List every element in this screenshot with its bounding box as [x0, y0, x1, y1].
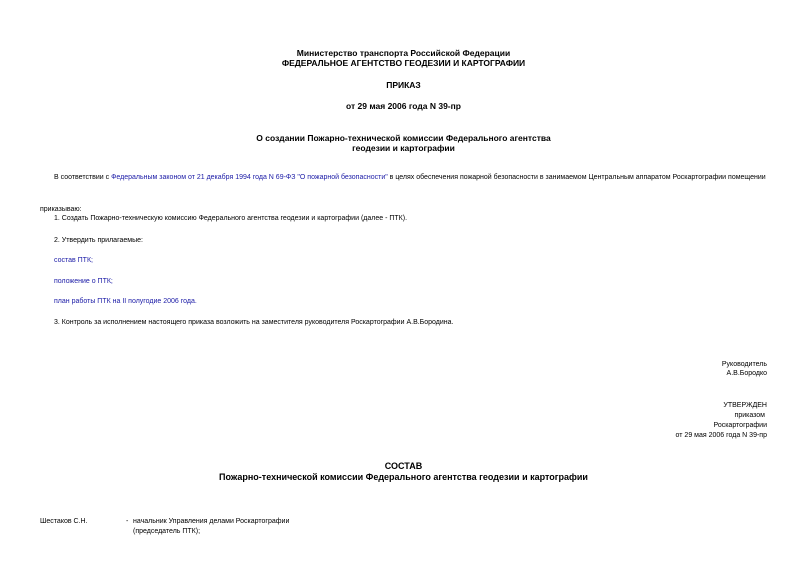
doc-type: ПРИКАЗ — [386, 80, 421, 90]
item-3: 3. Контроль за исполнением настоящего приказа возложить на заместителя руководителя Роскартографии А.В.Бородина. — [54, 319, 454, 326]
preamble-text-1: В соответствии с — [54, 174, 112, 181]
approval-line2: приказом — [734, 412, 765, 419]
item-1: 1. Создать Пожарно-техническую комиссию Федерального агентства геодезии и картографии (далее - ПТК). — [54, 215, 408, 222]
order-word: приказываю: — [40, 206, 82, 213]
federal-law-link[interactable]: Федеральным законом от 21 декабря 1994 года N 69-ФЗ "О пожарной безопасности" — [111, 174, 388, 181]
preamble-text-2: в целях обеспечения пожарной безопасности в занимаемом Центральным аппаратом Роскартографии помещении — [387, 174, 766, 181]
work-plan-link[interactable]: план работы ПТК на II полугодие 2006 года. — [54, 298, 197, 305]
preamble-paragraph — [40, 173, 768, 182]
member-position-line1: начальник Управления делами Роскартографии — [133, 518, 290, 525]
member-name: Шестаков С.Н. — [40, 518, 88, 525]
regulation-link[interactable]: положение о ПТК; — [54, 278, 113, 285]
signature-name: А.В.Бородко — [726, 370, 767, 377]
doc-date: от 29 мая 2006 года N 39-пр — [346, 101, 461, 111]
doc-title-line2: геодезии и картографии — [352, 143, 455, 153]
composition-link[interactable]: состав ПТК; — [54, 257, 93, 264]
agency-name: ФЕДЕРАЛЬНОЕ АГЕНТСТВО ГЕОДЕЗИИ И КАРТОГРАФИИ — [281, 58, 526, 68]
member-dash: - — [126, 518, 129, 525]
item-2: 2. Утвердить прилагаемые: — [54, 237, 143, 244]
signature-role: Руководитель — [721, 361, 767, 368]
approval-line1: УТВЕРЖДЕН — [723, 402, 767, 409]
ministry-name: Министерство транспорта Российской Федерации — [296, 48, 511, 58]
approval-line3: Роскартографии — [713, 422, 767, 429]
composition-subtitle: Пожарно-технической комиссии Федерального агентства геодезии и картографии — [219, 472, 588, 482]
doc-title-line1: О создании Пожарно-технической комиссии Федерального агентства — [256, 133, 551, 143]
member-position-line2: (председатель ПТК); — [133, 528, 201, 535]
composition-title: СОСТАВ — [384, 461, 423, 471]
approval-line4: от 29 мая 2006 года N 39-пр — [675, 432, 767, 439]
